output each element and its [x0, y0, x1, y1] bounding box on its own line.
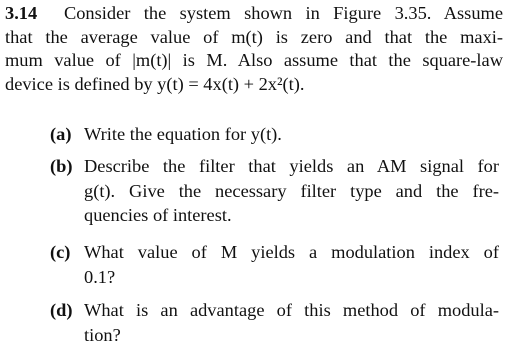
part-d-line-1: What is an advantage of this method of modula- — [84, 300, 499, 320]
part-b — [50, 154, 499, 228]
part-d-line-2: tion? — [84, 324, 121, 345]
intro-line-1 — [5, 2, 503, 26]
part-d-label: (d) — [50, 300, 73, 320]
part-a — [50, 122, 499, 147]
part-b-line-1: Describe the filter that yields an AM signal for — [84, 156, 499, 176]
part-b-line-2: g(t). Give the necessary filter type and the fre- — [84, 180, 499, 201]
part-d — [50, 298, 499, 347]
part-a-line-1: Write the equation for y(t). — [84, 124, 282, 144]
part-b-line-3: quencies of interest. — [84, 205, 232, 225]
problem-number: 3.14 — [5, 3, 38, 23]
part-c-line-2: 0.1? — [84, 266, 116, 287]
part-b-label: (b) — [50, 156, 73, 176]
problem-statement — [5, 2, 503, 96]
part-c-line-1: What value of M yields a modulation index of — [84, 242, 499, 262]
intro-line-2: that the average value of m(t) is zero and that the maxi- — [5, 26, 503, 47]
intro-line-1-text: Consider the system shown in Figure 3.35. Assume — [63, 3, 503, 23]
part-c — [50, 240, 499, 289]
part-c-label: (c) — [50, 242, 71, 262]
intro-line-4: device is defined by y(t) = 4x(t) + 2x²(t). — [5, 73, 305, 94]
intro-line-3: mum value of |m(t)| is M. Also assume that the square-law — [5, 50, 503, 70]
part-a-label: (a) — [50, 124, 72, 144]
